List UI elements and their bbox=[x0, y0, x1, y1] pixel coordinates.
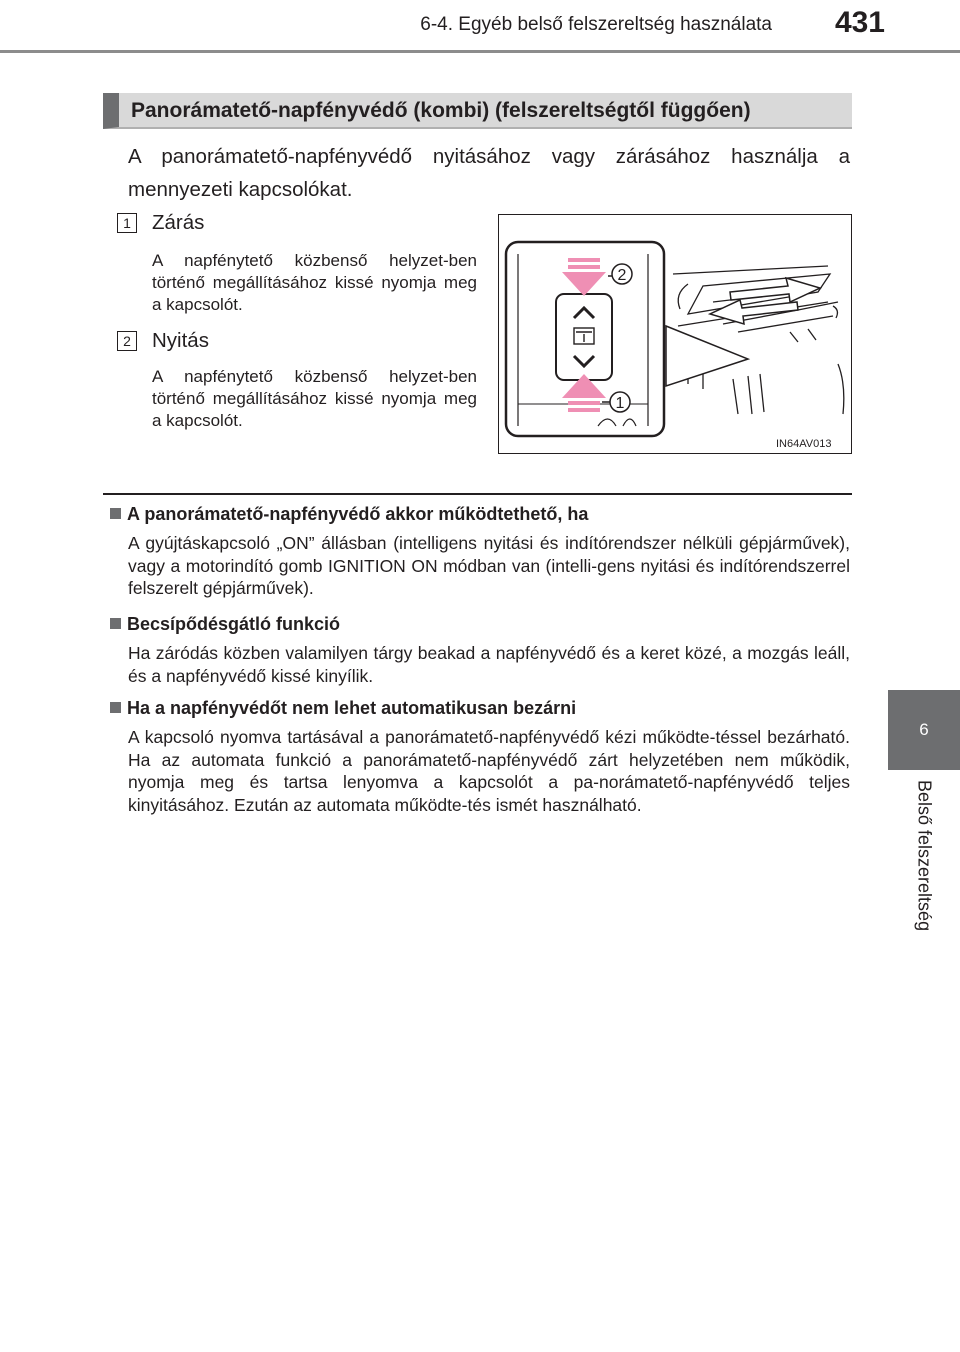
figure-code: IN64AV013 bbox=[776, 438, 832, 450]
chapter-tab-number: 6 bbox=[888, 690, 960, 770]
callout-1-label: 1 bbox=[615, 395, 625, 412]
note-heading-1-text: A panorámatető-napfényvédő akkor működtethető, ha bbox=[127, 504, 589, 524]
step-number-2: 2 bbox=[117, 331, 137, 351]
note-heading-3-text: Ha a napfényvédőt nem lehet automatikusan bezárni bbox=[127, 698, 577, 718]
bullet-square-icon bbox=[110, 702, 121, 713]
chapter-tab-label-text: Belső felszereltség bbox=[914, 780, 935, 932]
note-body-1: A gyújtáskapcsoló „ON” állásban (intelligens nyitási és indítórendszer nélküli gépjárművek), vagy a motorindító gomb IGNITION ON módban van (intelli-gens nyitási és indítórendszerrel felszerelt gépjárművek). bbox=[128, 533, 850, 598]
header-rule bbox=[0, 50, 960, 53]
note-heading-2 bbox=[110, 614, 340, 635]
page-number: 431 bbox=[834, 6, 885, 39]
step-title-1: Zárás bbox=[152, 211, 205, 234]
step-title-2: Nyitás bbox=[152, 329, 209, 352]
chapter-tab-label bbox=[912, 780, 936, 950]
notes-divider bbox=[103, 493, 852, 495]
step-number-1: 1 bbox=[117, 213, 137, 233]
step-desc-1: A napfénytető közbenső helyzet-ben történő megállításához kissé nyomja meg a kapcsolót. bbox=[152, 251, 477, 314]
callout-2-label: 2 bbox=[617, 267, 627, 284]
note-body-3: A kapcsoló nyomva tartásával a panorámatető-napfényvédő kézi működte-téssel bezárható. Ha az automata funkció a panorámatető-napfényvédő zárt helyzetében nem működik, nyomja meg és tartsa lenyomva a kapcsolót a pa-norámatető-napfényvédő teljes kinyitásához. Ezután az automata működte-tés ismét használható. bbox=[128, 727, 850, 815]
note-body-2: Ha záródás közben valamilyen tárgy beakad a napfényvédő és a keret közé, a mozgás leáll, és a napfényvédő kissé kinyílik. bbox=[128, 643, 850, 686]
section-intro: A panorámatető-napfényvédő nyitásához vagy zárásához használja a mennyezeti kapcsolókat. bbox=[128, 145, 850, 201]
note-heading-3 bbox=[110, 698, 576, 719]
bullet-square-icon bbox=[110, 508, 121, 519]
section-title: Panorámatető-napfényvédő (kombi) (felszereltségtől függően) bbox=[131, 99, 751, 122]
illustration bbox=[498, 214, 852, 454]
note-heading-1 bbox=[110, 504, 588, 525]
bullet-square-icon bbox=[110, 618, 121, 629]
note-heading-2-text: Becsípődésgátló funkció bbox=[127, 614, 341, 634]
step-desc-2: A napfénytető közbenső helyzet-ben történő megállításához kissé nyomja meg a kapcsolót. bbox=[152, 367, 477, 430]
section-title-bar bbox=[103, 93, 852, 129]
header-title: 6-4. Egyéb belső felszereltség használata bbox=[420, 14, 772, 35]
